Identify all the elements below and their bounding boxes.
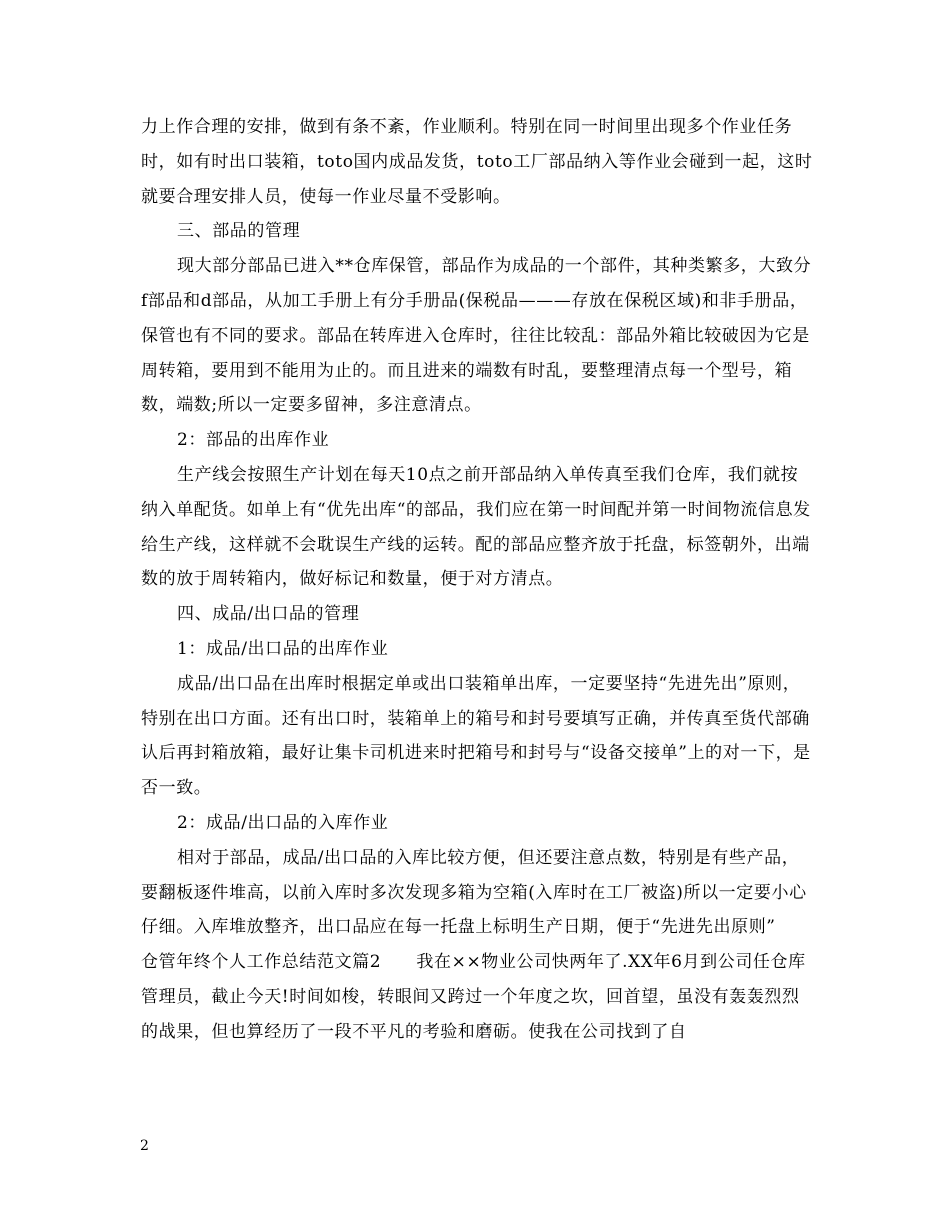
page-number: 2 xyxy=(140,1138,149,1154)
paragraph-parts-storage: 现大部分部品已进入**仓库保管，部品作为成品的一个部件，其种类繁多，大致分f部品和d部品，从加工手册上有分手册品(保税品———存放在保税区域)和非手册品，保管也有不同的要求。部品在转库进入仓库时，往往比较乱：部品外箱比较破因为它是周转箱，要用到不能用为止的。而且进来的端数有时乱，要整理清点每一个型号，箱数，端数;所以一定要多留神，多注意清点。 xyxy=(141,256,812,416)
subheading-parts-outbound: 2：部品的出库作业 xyxy=(177,430,330,451)
paragraph-parts-outbound: 生产线会按照生产计划在每天10点之前开部品纳入单传真至我们仓库，我们就按纳入单配货。如单上有“优先出库“的部品，我们应在第一时间配并第一时间物流信息发给生产线，这样就不会耽误生产线的运转。配的部品应整齐放于托盘，标签朝外，出端数的放于周转箱内，做好标记和数量，便于对方清点。 xyxy=(141,464,811,590)
paragraph-finished-outbound: 成品/出口品在出库时根据定单或出口装箱单出库，一定要坚持“先进先出”原则，特别在出口方面。还有出口时，装箱单上的箱号和封号要填写正确，并传真至货代部确认后再封箱放箱，最好让集卡司机进来时把箱号和封号与“设备交接单”上的对一下，是否一致。 xyxy=(141,673,811,799)
subheading-finished-outbound: 1：成品/出口品的出库作业 xyxy=(177,638,389,659)
paragraph-finished-inbound: 相对于部品，成品/出口品的入库比较方便，但还要注意点数，特别是有些产品，要翻板逐件堆高，以前入库时多次发现多箱为空箱(入库时在工厂被盗)所以一定要小心仔细。入库堆放整齐，出口品应在每一托盘上标明生产日期，便于“先进先出原则” xyxy=(141,847,807,938)
section-heading-finished-goods: 四、成品/出口品的管理 xyxy=(177,604,360,625)
paragraph-summary-part2: 仓管年终个人工作总结范文篇2 我在××物业公司快两年了.XX年6月到公司任仓库管理员，截止今天!时间如梭，转眼间又跨过一个年度之坎，回首望，虽没有轰轰烈烈的战果，但也算经历了一段不平凡的考验和磨砺。使我在公司找到了自 xyxy=(141,952,806,1042)
section-heading-parts-management: 三、部品的管理 xyxy=(177,221,301,242)
body-text xyxy=(141,110,813,1050)
subheading-finished-inbound: 2：成品/出口品的入库作业 xyxy=(177,812,389,833)
paragraph-continuation: 力上作合理的安排，做到有条不紊，作业顺利。特别在同一时间里出现多个作业任务时，如有时出口装箱，toto国内成品发货，toto工厂部品纳入等作业会碰到一起，这时就要合理安排人员，使每一作业尽量不受影响。 xyxy=(141,117,813,207)
